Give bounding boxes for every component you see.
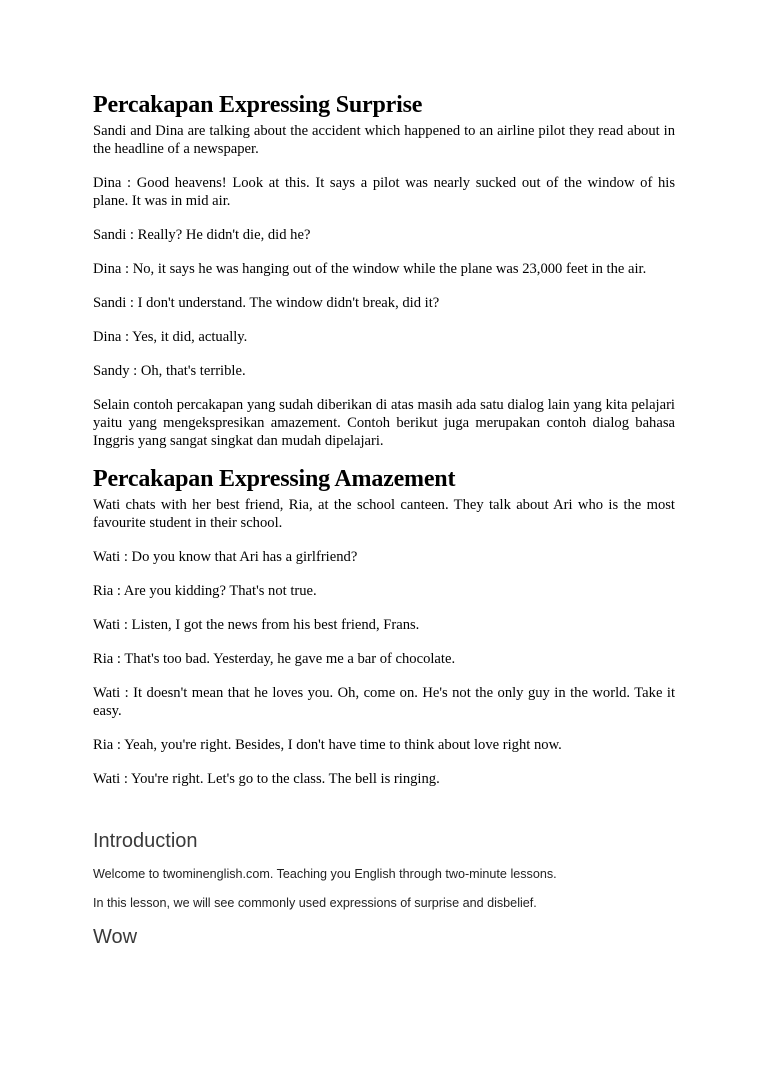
spacer (93, 804, 675, 828)
section-title-amazement: Percakapan Expressing Amazement (93, 466, 456, 492)
dialog-line: Dina : Good heavens! Look at this. It says a pilot was nearly sucked out of the window of his plane. It was in mid air. (93, 175, 675, 209)
dialog-line: Wati : You're right. Let's go to the class. The bell is ringing. (93, 771, 440, 787)
dialog-line: Ria : Yeah, you're right. Besides, I don't have time to think about love right now. (93, 737, 562, 753)
dialog-line: Ria : Are you kidding? That's not true. (93, 583, 317, 599)
paragraph: Sandi and Dina are talking about the accident which happened to an airline pilot they read about in the headline of a newspaper. (93, 123, 675, 157)
dialog-line: Sandi : Really? He didn't die, did he? (93, 227, 311, 243)
dialog-line: Wati : Do you know that Ari has a girlfriend? (93, 549, 358, 565)
introduction-heading: Introduction (93, 830, 198, 852)
dialog-line: Wati : It doesn't mean that he loves you. Oh, come on. He's not the only guy in the world. Take it easy. (93, 685, 675, 719)
dialog-line: Ria : That's too bad. Yesterday, he gave me a bar of chocolate. (93, 651, 456, 667)
dialog-line: Dina : No, it says he was hanging out of the window while the plane was 23,000 feet in the air. (93, 261, 647, 277)
wow-heading: Wow (93, 926, 138, 948)
dialog-line: Dina : Yes, it did, actually. (93, 329, 248, 345)
dialog-line: Wati : Listen, I got the news from his best friend, Frans. (93, 617, 420, 633)
document-page (93, 90, 675, 962)
intro-paragraph: Welcome to twominenglish.com. Teaching you English through two-minute lessons. (93, 867, 557, 881)
dialog-line: Sandi : I don't understand. The window didn't break, did it? (93, 295, 440, 311)
paragraph: Wati chats with her best friend, Ria, at the school canteen. They talk about Ari who is the most favourite student in their school. (93, 497, 675, 531)
section-title-surprise: Percakapan Expressing Surprise (93, 92, 423, 118)
dialog-line: Sandy : Oh, that's terrible. (93, 363, 246, 379)
intro-paragraph: In this lesson, we will see commonly used expressions of surprise and disbelief. (93, 896, 537, 910)
paragraph: Selain contoh percakapan yang sudah diberikan di atas masih ada satu dialog lain yang kita pelajari yaitu yang mengekspresikan amazement. Contoh berikut juga merupakan contoh dialog bahasa Inggris yang sangat singkat dan mudah dipelajari. (93, 397, 675, 449)
